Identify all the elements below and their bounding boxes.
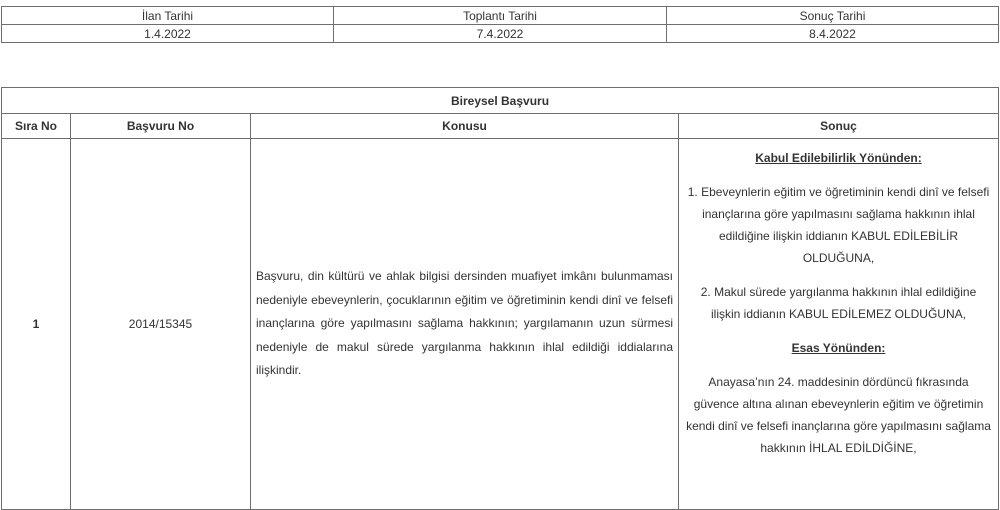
toplanti-tarihi-header: Toplantı Tarihi: [334, 7, 667, 25]
esas-text: Anayasa’nın 24. maddesinin dördüncü fıkrasında güvence altına alınan ebeveynlerin eğitim ve öğretimin kendi dinî ve felsefi inançlarına göre yapılmasını sağlama hakkının İHLAL EDİLDİĞİNE,: [686, 375, 991, 455]
sira-no-cell: 1: [2, 139, 71, 510]
esas-yonunden-title: Esas Yönünden:: [791, 341, 886, 355]
table-caption-row: [2, 88, 999, 114]
sira-no-header: Sıra No: [2, 114, 71, 139]
table-caption: Bireysel Başvuru: [2, 88, 999, 114]
dates-header-row: [2, 7, 999, 25]
ilan-tarihi-value: 1.4.2022: [2, 25, 334, 43]
sonuc-cell: [679, 139, 999, 510]
sonuc-item-2: 2. Makul sürede yargılanma hakkının ihlal edildiğine ilişkin iddianın KABUL EDİLEMEZ OLDUĞUNA,: [700, 285, 977, 321]
bireysel-basvuru-table: [1, 87, 999, 510]
konusu-cell: [251, 139, 679, 510]
sonuc-header: Sonuç: [679, 114, 999, 139]
kabul-edilebilirlik-title: Kabul Edilebilirlik Yönünden:: [755, 151, 922, 165]
table-header-row: [2, 114, 999, 139]
dates-value-row: [2, 25, 999, 43]
sonuc-tarihi-value: 8.4.2022: [667, 25, 999, 43]
basvuru-no-cell: 2014/15345: [71, 139, 251, 510]
konusu-header: Konusu: [251, 114, 679, 139]
sonuc-tarihi-header: Sonuç Tarihi: [667, 7, 999, 25]
toplanti-tarihi-value: 7.4.2022: [334, 25, 667, 43]
ilan-tarihi-header: İlan Tarihi: [2, 7, 334, 25]
basvuru-no-header: Başvuru No: [71, 114, 251, 139]
sonuc-item-1: 1. Ebeveynlerin eğitim ve öğretiminin kendi dinî ve felsefi inançlarına göre yapılmasını sağlama hakkının ihlal edildiğine ilişkin iddianın KABUL EDİLEBİLİR OLDUĞUNA,: [687, 185, 990, 265]
dates-table: [1, 6, 999, 43]
konusu-text: Başvuru, din kültürü ve ahlak bilgisi dersinden muafiyet imkânı bulunmaması nedeniyle ebeveynlerin, çocuklarının eğitim ve öğretiminin kendi dinî ve felsefi inançlarına göre yapılmasını sağlama hakkının; yargılamanın uzun sürmesi nedeniyle de makul sürede yargılanma hakkının ihlal edildiği iddialarına ilişkindir.: [256, 269, 673, 378]
table-row: [2, 139, 999, 510]
